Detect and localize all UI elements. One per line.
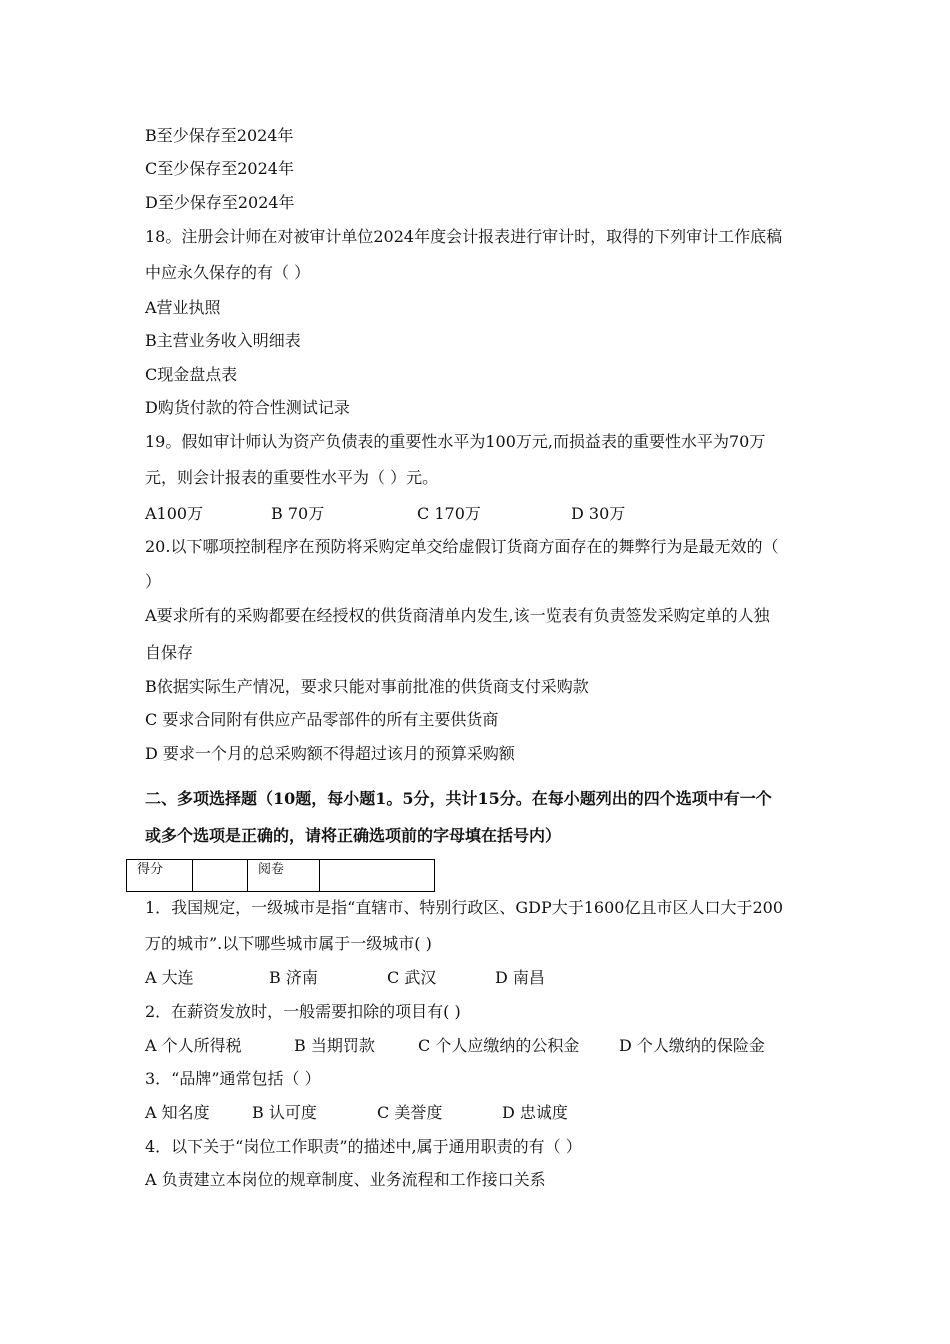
m2-options bbox=[145, 1035, 825, 1057]
reviewer-value-cell bbox=[320, 860, 435, 892]
m2-stem: 2．在薪资发放时，一般需要扣除的项目有( ) bbox=[145, 1002, 461, 1021]
q19-option-d: D 30万 bbox=[571, 504, 626, 523]
q18-option-c: C现金盘点表 bbox=[145, 365, 238, 384]
m1-stem-line1: 1．我国规定，一级城市是指“直辖市、特别行政区、GDP大于1600亿且市区人口大于200 bbox=[145, 898, 783, 917]
q17-option-c: C至少保存至2024年 bbox=[145, 159, 294, 178]
q18-option-b: B主营业务收入明细表 bbox=[145, 331, 301, 350]
m4-stem: 4．以下关于“岗位工作职责”的描述中,属于通用职责的有（ ） bbox=[145, 1137, 582, 1156]
m2-option-a: A 个人所得税 bbox=[145, 1036, 242, 1055]
reviewer-label: 阅卷 bbox=[248, 860, 320, 892]
m1-option-c: C 武汉 bbox=[387, 968, 437, 987]
q20-option-c: C 要求合同附有供应产品零部件的所有主要供货商 bbox=[145, 710, 499, 729]
q19-option-b: B 70万 bbox=[271, 504, 325, 523]
q20-option-a-line2: 自保存 bbox=[145, 643, 194, 662]
q17-option-d: D至少保存至2024年 bbox=[145, 193, 295, 212]
m4-option-a: A 负责建立本岗位的规章制度、业务流程和工作接口关系 bbox=[145, 1170, 546, 1189]
q20-stem-line1: 20.以下哪项控制程序在预防将采购定单交给虚假订货商方面存在的舞弊行为是最无效的（ bbox=[145, 537, 779, 556]
q18-option-d: D购货付款的符合性测试记录 bbox=[145, 398, 350, 417]
q19-option-c: C 170万 bbox=[417, 504, 481, 523]
q17-option-b: B至少保存至2024年 bbox=[145, 126, 294, 145]
q20-stem-line2: ） bbox=[145, 572, 162, 591]
m3-option-b: B 认可度 bbox=[252, 1103, 317, 1122]
q18-stem-line2: 中应永久保存的有（ ） bbox=[145, 263, 311, 282]
q20-option-b: B依据实际生产情况，要求只能对事前批准的供货商支付采购款 bbox=[145, 677, 589, 696]
m2-option-c: C 个人应缴纳的公积金 bbox=[418, 1036, 580, 1055]
q20-option-a-line1: A要求所有的采购都要在经授权的供货商清单内发生,该一览表有负责签发采购定单的人独 bbox=[145, 606, 770, 625]
m1-option-a: A 大连 bbox=[145, 968, 194, 987]
q18-option-a: A营业执照 bbox=[145, 298, 221, 317]
m3-option-a: A 知名度 bbox=[145, 1103, 210, 1122]
q19-option-a: A100万 bbox=[145, 504, 204, 523]
m3-option-c: C 美誉度 bbox=[377, 1103, 443, 1122]
m3-stem: 3．“品牌”通常包括（ ） bbox=[145, 1069, 321, 1088]
q18-stem-line1: 18。注册会计师在对被审计单位2024年度会计报表进行审计时，取得的下列审计工作底稿 bbox=[145, 227, 783, 246]
score-value-cell bbox=[193, 860, 248, 892]
section2-heading-line1: 二、多项选择题（10题，每小题1。5分，共计15分。在每小题列出的四个选项中有一个 bbox=[145, 789, 772, 808]
score-table bbox=[126, 859, 435, 892]
score-label: 得分 bbox=[127, 860, 193, 892]
q19-stem-line2: 元，则会计报表的重要性水平为（ ）元。 bbox=[145, 468, 439, 487]
q19-options bbox=[145, 503, 825, 525]
m1-option-d: D 南昌 bbox=[495, 968, 545, 987]
m1-options bbox=[145, 967, 825, 989]
q20-option-d: D 要求一个月的总采购额不得超过该月的预算采购额 bbox=[145, 744, 515, 763]
m1-stem-line2: 万的城市”.以下哪些城市属于一级城市( ) bbox=[145, 934, 432, 953]
section2-heading-line2: 或多个选项是正确的，请将正确选项前的字母填在括号内） bbox=[145, 826, 562, 845]
q19-stem-line1: 19。假如审计师认为资产负债表的重要性水平为100万元,而损益表的重要性水平为70万 bbox=[145, 432, 766, 451]
m3-options bbox=[145, 1102, 825, 1124]
m2-option-d: D 个人缴纳的保险金 bbox=[619, 1036, 765, 1055]
m3-option-d: D 忠诚度 bbox=[502, 1103, 568, 1122]
m2-option-b: B 当期罚款 bbox=[294, 1036, 375, 1055]
m1-option-b: B 济南 bbox=[269, 968, 318, 987]
